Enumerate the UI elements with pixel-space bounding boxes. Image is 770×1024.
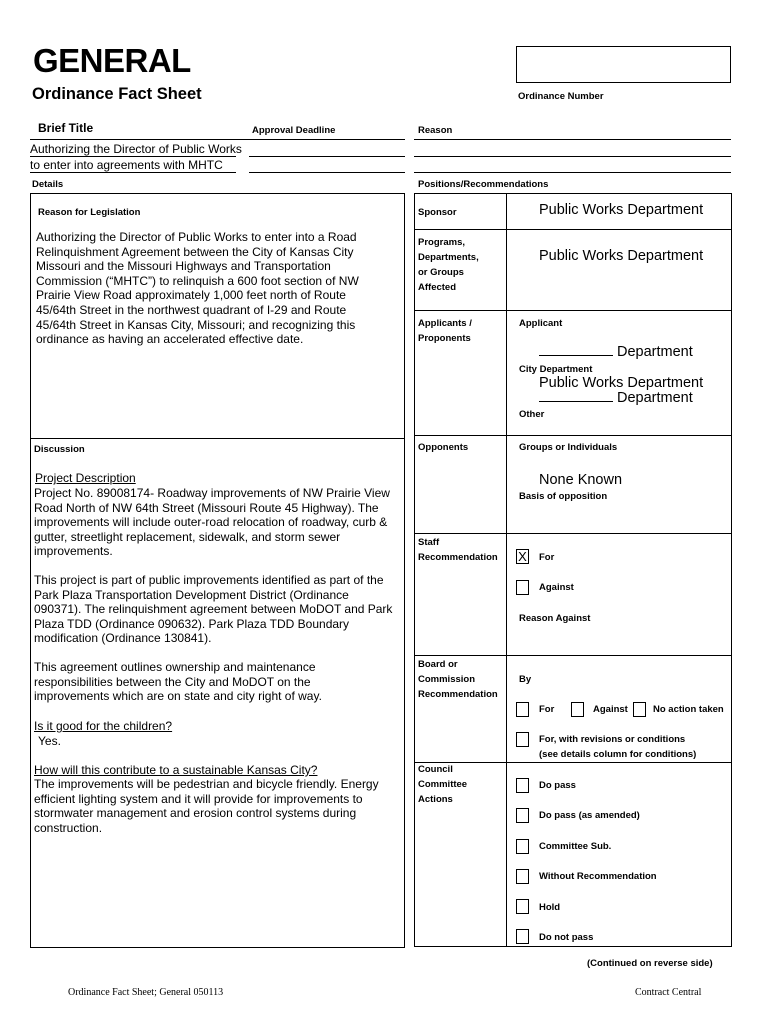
council-committee-sub-checkbox[interactable] xyxy=(516,839,529,854)
programs-value: Public Works Department xyxy=(539,248,704,264)
opponents-value: None Known xyxy=(539,472,623,488)
council-option-label: Committee Sub. xyxy=(539,841,612,852)
children-answer: Yes. xyxy=(38,734,61,748)
council-do-pass-amended-checkbox[interactable] xyxy=(516,808,529,823)
applicant-department xyxy=(539,344,693,360)
council-hold-checkbox[interactable] xyxy=(516,899,529,914)
programs-label xyxy=(418,235,479,295)
council-option-label: Without Recommendation xyxy=(539,871,657,882)
page-title: GENERAL xyxy=(33,42,191,79)
board-by-label: By xyxy=(519,674,532,685)
reason-label: Reason xyxy=(418,125,453,136)
divider xyxy=(414,310,732,311)
council-label-line: Committee xyxy=(418,779,468,790)
underline xyxy=(30,156,236,157)
staff-for-checkbox[interactable]: X xyxy=(516,549,529,564)
board-label-line: Recommendation xyxy=(418,689,498,700)
council-option-label: Do pass (as amended) xyxy=(539,810,640,821)
reason-line[interactable] xyxy=(414,172,731,173)
divider xyxy=(414,533,732,534)
city-department-value: Public Works Department xyxy=(539,375,704,391)
staff-label-line: Recommendation xyxy=(418,552,498,563)
footer-left: Ordinance Fact Sheet; General 050113 xyxy=(68,987,224,998)
staff-label-line: Staff xyxy=(418,537,440,548)
basis-of-opposition-label: Basis of opposition xyxy=(519,491,608,502)
approval-deadline-label: Approval Deadline xyxy=(252,125,336,136)
ordinance-number-label: Ordinance Number xyxy=(518,91,604,102)
sustainable-text: The improvements will be pedestrian and bicycle friendly. Energy efficient lighting system and it will provide for improvements to stormwater management and erosion control systems during construction. xyxy=(34,777,379,835)
council-label-line: Council xyxy=(418,764,453,775)
children-heading: Is it good for the children? xyxy=(34,719,173,733)
board-no-action-checkbox[interactable] xyxy=(633,702,646,717)
sustainable-heading: How will this contribute to a sustainable Kansas City? xyxy=(34,763,318,777)
sponsor-label: Sponsor xyxy=(418,207,457,218)
positions-label: Positions/Recommendations xyxy=(418,179,549,190)
board-label-line: Board or xyxy=(418,659,458,670)
board-revisions-label: For, with revisions or conditions xyxy=(539,734,686,745)
divider xyxy=(414,435,732,436)
staff-against-checkbox[interactable] xyxy=(516,580,529,595)
page-subtitle: Ordinance Fact Sheet xyxy=(32,85,202,103)
staff-label xyxy=(418,535,498,565)
brief-title-line-1: Authorizing the Director of Public Works xyxy=(30,142,242,156)
city-department-label: City Department xyxy=(519,364,593,375)
underline xyxy=(30,172,236,173)
council-option-label: Do not pass xyxy=(539,932,594,943)
board-for-checkbox[interactable] xyxy=(516,702,529,717)
divider xyxy=(414,946,732,947)
divider xyxy=(414,193,732,194)
divider xyxy=(30,139,405,140)
approval-deadline-line[interactable] xyxy=(249,172,405,173)
sponsor-value: Public Works Department xyxy=(539,202,704,218)
board-no-action-label: No action taken xyxy=(653,704,724,715)
department-suffix: Department xyxy=(617,390,693,406)
board-against-checkbox[interactable] xyxy=(571,702,584,717)
brief-title-line-2: to enter into agreements with MHTC xyxy=(30,158,223,172)
opponents-label: Opponents xyxy=(418,442,469,453)
council-without-recommendation-checkbox[interactable] xyxy=(516,869,529,884)
council-label-line: Actions xyxy=(418,794,453,805)
applicant-blank[interactable] xyxy=(539,344,613,356)
footer-right: Contract Central xyxy=(635,987,702,998)
programs-label-line: Affected xyxy=(418,282,457,293)
board-revisions-note: (see details column for conditions) xyxy=(539,749,697,760)
other-department xyxy=(539,390,693,406)
other-label: Other xyxy=(519,409,545,420)
board-for-label: For xyxy=(539,704,555,715)
council-option-label: Do pass xyxy=(539,780,576,791)
council-option-label: Hold xyxy=(539,902,561,913)
divider xyxy=(414,229,732,230)
council-do-pass-checkbox[interactable] xyxy=(516,778,529,793)
council-do-not-pass-checkbox[interactable] xyxy=(516,929,529,944)
reason-for-legislation-label: Reason for Legislation xyxy=(38,207,141,218)
council-label xyxy=(418,762,467,807)
programs-label-line: Programs, xyxy=(418,237,465,248)
applicant-label: Applicant xyxy=(519,318,563,329)
discussion-paragraph-1: Project No. 89008174- Roadway improvements of NW Prairie View Road North of NW 64th Street (Missouri Route 45 Highway). The improvements will include outer-road relocation of roadway, curb & gutter, streetlight replacement, sidewalk, and storm sewer improvements. xyxy=(34,486,390,559)
applicants-label-line: Applicants / xyxy=(418,318,472,329)
discussion-paragraph-3: This agreement outlines ownership and maintenance responsibilities between the City and MoDOT on the improvements which are on state and city right of way. xyxy=(34,660,322,704)
label-divider xyxy=(506,193,507,946)
project-description-heading: Project Description xyxy=(35,471,136,485)
ordinance-number-field[interactable] xyxy=(516,46,731,83)
discussion-label: Discussion xyxy=(34,444,85,455)
board-label-line: Commission xyxy=(418,674,476,685)
discussion-paragraph-2: This project is part of public improvements identified as part of the Park Plaza Transportation Development District (Ordinance 090371). The relinquishment agreement between MoDOT and Park Plaza TDD (Ordinance 090632). Park Plaza TDD Boundary modification (Ordinance 130841). xyxy=(34,573,393,646)
divider xyxy=(414,655,732,656)
divider xyxy=(414,139,731,140)
board-label xyxy=(418,657,498,702)
board-against-label: Against xyxy=(593,704,628,715)
staff-for-label: For xyxy=(539,552,555,563)
programs-label-line: Departments, xyxy=(418,252,479,263)
brief-title-label: Brief Title xyxy=(38,121,94,135)
applicants-label xyxy=(418,316,472,346)
staff-against-label: Against xyxy=(539,582,574,593)
right-column-border xyxy=(731,193,732,946)
applicants-label-line: Proponents xyxy=(418,333,471,344)
right-column-border xyxy=(414,193,415,946)
continued-note: (Continued on reverse side) xyxy=(587,958,713,969)
board-revisions-checkbox[interactable] xyxy=(516,732,529,747)
programs-label-line: or Groups xyxy=(418,267,464,278)
department-suffix: Department xyxy=(617,344,693,360)
groups-label: Groups or Individuals xyxy=(519,442,618,453)
details-label: Details xyxy=(32,179,64,190)
approval-deadline-line[interactable] xyxy=(249,156,405,157)
other-blank[interactable] xyxy=(539,390,613,402)
reason-for-legislation-text: Authorizing the Director of Public Works to enter into a Road Relinquishment Agreement between the City of Kansas City Missouri and the Missouri Highways and Transportation Commission (“MHTC”) to relinquish a 600 foot section of NW Prairie View Road approximately 1,000 feet north of Route 45/64th Street in the northwest quadrant of I-29 and Route 45/64th Street in Kansas City, Missouri; and recognizing this ordinance as having an accelerated effective date. xyxy=(36,230,359,347)
reason-line[interactable] xyxy=(414,156,731,157)
reason-against-label: Reason Against xyxy=(519,613,591,624)
